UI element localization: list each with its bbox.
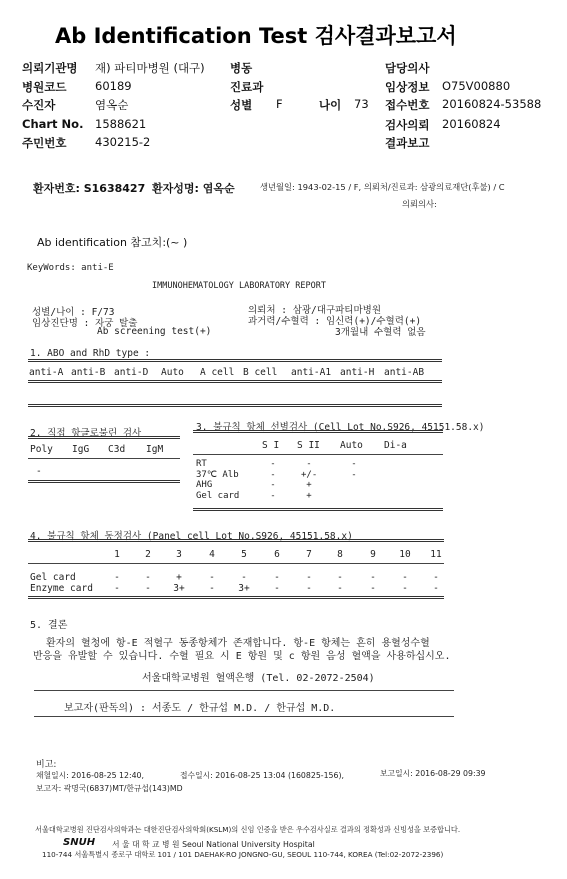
panel-cell: - xyxy=(114,583,120,594)
screen-col-s2: S II xyxy=(297,440,320,451)
panel-cell: - xyxy=(145,572,151,583)
scanned-report xyxy=(0,162,567,879)
blood-bank: 서울대학교병원 혈액은행 (Tel. 02-2072-2504) xyxy=(142,673,375,684)
divider xyxy=(34,716,454,717)
screening-cell: - xyxy=(306,459,312,469)
reporter: 보고자(판독의) : 서종도 / 한규섭 M.D. / 한규섭 M.D. xyxy=(64,703,336,714)
panel-row-label: Enzyme card xyxy=(30,583,93,594)
birth-info: 생년월일: 1943-02-15 / F, 의뢰처/진료과: 삼광의료재단(후불) / C xyxy=(260,182,505,192)
screening-cell: + xyxy=(306,480,312,490)
screening-row-label: AHG xyxy=(196,480,213,490)
screening-row-label: 37℃ Alb xyxy=(196,469,239,480)
section3-title: 3. 불규칙 항체 선별검사 (Cell Lot No.S926, 45151.58.x) xyxy=(196,422,485,433)
panel-cell: - xyxy=(274,583,280,594)
patient-number: 환자번호: S1638427 xyxy=(33,182,146,195)
section4-title: 4. 불규칙 항체 동정검사 (Panel cell Lot No.S926, 45151.58.x) xyxy=(30,531,353,542)
screening-test: Ab screening test(+) xyxy=(97,326,212,337)
divider xyxy=(28,458,180,459)
conclusion-line2: 반응을 유발할 수 있습니다. 수혈 필요 시 E 항원 및 c 항원 음성 혈액을 사용하십시오. xyxy=(33,651,451,662)
collect-time: 채혈일시: 2016-08-25 12:40, xyxy=(36,771,144,780)
abo-col-anti-h: anti-H xyxy=(340,367,375,378)
reporter-codes: 보고자: 곽명국(6837)MT/한규섭(143)MD xyxy=(36,784,183,793)
section2-title: 2. 직접 항글로불린 검사 xyxy=(30,428,142,439)
dat-col-poly: Poly xyxy=(30,444,53,455)
screening-cell: +/- xyxy=(301,469,318,480)
value-clinical-info: O75V00880 xyxy=(442,79,511,93)
patient-name: 환자성명: 염옥순 xyxy=(152,182,235,195)
value-requesting-org: 재) 파티마병원 (대구) xyxy=(95,61,205,75)
panel-col-1: 1 xyxy=(114,549,120,560)
dat-col-igm: IgM xyxy=(146,444,164,455)
ab-identification-title: Ab identification 참고치:(~ ) xyxy=(37,236,188,249)
screen-col-auto: Auto xyxy=(340,440,363,451)
panel-cell: - xyxy=(114,572,120,583)
label-chart-no: Chart No. xyxy=(22,117,84,131)
dat-col-igg: IgG xyxy=(72,444,90,455)
value-sex: F xyxy=(276,97,283,111)
divider xyxy=(193,430,443,433)
clinical-diagnosis: 임상진단명 : 자궁 탈출 xyxy=(32,318,138,329)
abo-col-anti-ab: anti-AB xyxy=(384,367,425,378)
panel-cell: - xyxy=(209,572,215,583)
screening-cell: - xyxy=(270,490,276,501)
conclusion-line1: 환자의 혈청에 항-E 적혈구 동종항체가 존재합니다. 항-E 항체는 흔히 용혈성수혈 xyxy=(46,638,430,649)
abo-col-a-cell: A cell xyxy=(200,367,235,378)
panel-cell: - xyxy=(209,583,215,594)
divider xyxy=(193,508,443,511)
abo-col-auto: Auto xyxy=(161,367,184,378)
label-doctor: 담당의사 xyxy=(385,61,430,75)
label-patient: 수진자 xyxy=(22,98,56,112)
label-clinical-info: 임상정보 xyxy=(385,80,430,94)
panel-cell: - xyxy=(145,583,151,594)
screening-row-label: RT xyxy=(196,459,207,469)
value-chart-no: 1588621 xyxy=(95,117,147,131)
divider xyxy=(193,454,443,455)
dat-result: - xyxy=(36,466,42,477)
label-receipt-no: 접수번호 xyxy=(385,98,430,112)
label-age: 나이 xyxy=(319,98,342,112)
panel-cell: - xyxy=(402,572,408,583)
panel-cell: - xyxy=(370,572,376,583)
panel-col-5: 5 xyxy=(241,549,247,560)
requesting-doctor: 의뢰의사: xyxy=(402,199,437,209)
keywords: KeyWords: anti-E xyxy=(27,263,114,273)
value-test-request: 20160824 xyxy=(442,117,501,131)
receive-time: 접수일시: 2016-08-25 13:04 (160825-156), xyxy=(180,771,344,780)
divider xyxy=(28,380,442,383)
panel-cell: - xyxy=(306,572,312,583)
panel-row-label: Gel card xyxy=(30,572,76,583)
screening-cell: - xyxy=(351,459,357,469)
label-hospital-code: 병원코드 xyxy=(22,80,67,94)
value-patient: 염옥순 xyxy=(95,98,129,112)
panel-cell: - xyxy=(337,583,343,594)
requester: 의뢰처 : 삼광/대구파티마병원 xyxy=(248,305,382,316)
label-sex: 성별 xyxy=(230,98,253,112)
panel-col-9: 9 xyxy=(370,549,376,560)
abo-col-anti-b: anti-B xyxy=(71,367,106,378)
panel-cell: - xyxy=(337,572,343,583)
screening-cell: - xyxy=(270,469,276,480)
footer-certification: 서울대학교병원 진단검사의학과는 대한진단검사의학회(KSLM)의 신임 인증을 받은 우수검사실로 결과의 정확성과 신빙성을 보증합니다. xyxy=(35,825,461,834)
abo-col-anti-a1: anti-A1 xyxy=(291,367,332,378)
dat-col-c3d: C3d xyxy=(108,444,126,455)
screening-row-label: Gel card xyxy=(196,490,240,501)
panel-col-2: 2 xyxy=(145,549,151,560)
transfusion-history: 과거력/수혈력 : 임신력(+)/수혈력(+) xyxy=(248,316,422,327)
panel-cell: 3+ xyxy=(173,583,185,594)
value-resident-no: 430215-2 xyxy=(95,135,151,149)
panel-col-8: 8 xyxy=(337,549,343,560)
value-age: 73 xyxy=(354,97,369,111)
screening-cell: + xyxy=(306,490,312,501)
panel-cell: - xyxy=(274,572,280,583)
footer-address: 110-744 서울특별시 종로구 대학로 101 / 101 DAEHAK-RO JONGNO-GU, SEOUL 110-744, KOREA (Tel:02-2072-2396) xyxy=(42,850,444,859)
panel-cell: 3+ xyxy=(238,583,250,594)
divider xyxy=(28,436,180,439)
value-hospital-code: 60189 xyxy=(95,79,132,93)
panel-col-11: 11 xyxy=(430,549,442,560)
panel-cell: - xyxy=(402,583,408,594)
section5-title: 5. 결론 xyxy=(30,620,68,631)
label-result-report: 결과보고 xyxy=(385,136,430,150)
value-receipt-no: 20160824-53588 xyxy=(442,97,542,111)
divider xyxy=(28,404,442,407)
panel-col-6: 6 xyxy=(274,549,280,560)
label-department: 진료과 xyxy=(230,80,264,94)
section1-title: 1. ABO and RhD type : xyxy=(30,348,151,359)
page-title: Ab Identification Test 검사결과보고서 xyxy=(55,24,457,48)
report-time: 보고일시: 2016-08-29 09:39 xyxy=(380,769,486,778)
screen-col-di-a: Di-a xyxy=(384,440,407,451)
screening-cell: - xyxy=(270,480,276,490)
label-requesting-org: 의뢰기관명 xyxy=(22,61,78,75)
footer-hospital: 서 울 대 학 교 병 원 Seoul National University Hospital xyxy=(112,840,315,849)
screen-col-s1: S I xyxy=(262,440,280,451)
panel-cell: - xyxy=(433,583,439,594)
label-resident-no: 주민번호 xyxy=(22,136,67,150)
remark: 비고: xyxy=(36,760,57,770)
divider xyxy=(28,596,444,599)
label-ward: 병동 xyxy=(230,61,253,75)
abo-col-anti-a: anti-A xyxy=(29,367,64,378)
panel-col-3: 3 xyxy=(176,549,182,560)
panel-cell: - xyxy=(370,583,376,594)
panel-cell: - xyxy=(306,583,312,594)
divider xyxy=(28,539,444,542)
snuh-logo: SNUH xyxy=(63,837,96,848)
panel-cell: - xyxy=(433,572,439,583)
label-test-request: 검사의뢰 xyxy=(385,118,430,132)
screening-cell: - xyxy=(351,469,357,480)
abo-col-anti-d: anti-D xyxy=(114,367,149,378)
panel-col-7: 7 xyxy=(306,549,312,560)
transfusion-history-3months: 3개월내 수혈력 없음 xyxy=(335,327,426,338)
panel-cell: - xyxy=(241,572,247,583)
sex-age: 성별/나이 : F/73 xyxy=(32,307,115,318)
divider xyxy=(28,480,180,483)
abo-col-b-cell: B cell xyxy=(243,367,278,378)
divider xyxy=(34,690,454,691)
divider xyxy=(28,359,442,362)
screening-cell: - xyxy=(270,459,276,469)
panel-cell: + xyxy=(176,572,182,583)
divider xyxy=(28,563,444,564)
lab-report-title: IMMUNOHEMATOLOGY LABORATORY REPORT xyxy=(152,281,326,291)
panel-col-4: 4 xyxy=(209,549,215,560)
panel-col-10: 10 xyxy=(399,549,411,560)
